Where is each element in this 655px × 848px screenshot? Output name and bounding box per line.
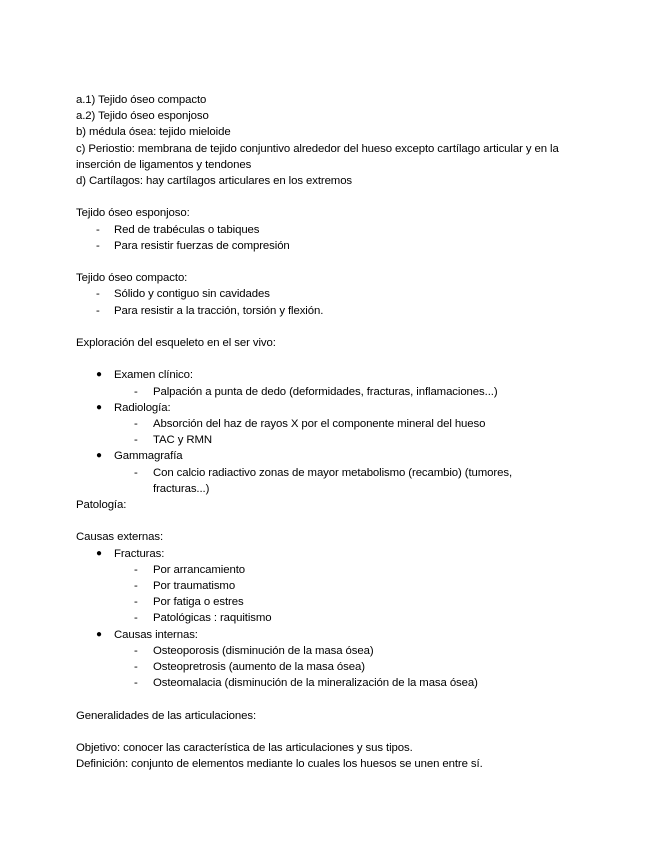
dash-marker: - — [134, 596, 138, 609]
definicion-line: Definición: conjunto de elementos mediante lo cuales los huesos se unen entre sí. — [76, 758, 483, 771]
intro-line-d: d) Cartílagos: hay cartílagos articulares en los extremos — [76, 175, 353, 188]
spacer — [76, 724, 586, 740]
list-item — [76, 238, 586, 254]
bullet-item-text: Radiología: — [114, 401, 171, 414]
bullet-item-text: Causas internas: — [114, 628, 198, 641]
intro-line-a2: a.2) Tejido óseo esponjoso — [76, 110, 209, 123]
bullet-item-text: Gammagrafía — [114, 450, 183, 463]
causas-heading: Causas externas: — [76, 531, 164, 544]
intro-line-c: c) Periostio: membrana de tejido conjuntivo alrededor del hueso excepto cartílago articular y en la inserción de ligamentos y tendones — [76, 142, 559, 171]
dash-marker: - — [134, 677, 138, 690]
intro-line-a1: a.1) Tejido óseo compacto — [76, 94, 207, 106]
list-item-text: Para resistir a la tracción, torsión y flexión. — [114, 304, 324, 317]
dash-marker: - — [134, 563, 138, 576]
intro-line-b: b) médula ósea: tejido mieloide — [76, 126, 231, 139]
bullet-icon: ● — [96, 369, 102, 381]
dash-marker: - — [96, 223, 100, 236]
list-item-text: Osteopretrosis (aumento de la masa ósea) — [153, 661, 365, 674]
spacer — [76, 319, 586, 335]
list-item — [76, 643, 586, 659]
bullet-item — [76, 627, 586, 643]
list-item — [76, 659, 586, 675]
list-item-text: Osteoporosis (disminución de la masa ósea) — [153, 644, 374, 657]
patologia-heading: Patología: — [76, 499, 127, 512]
list-item-text: Osteomalacia (disminución de la mineralización de la masa ósea) — [153, 677, 478, 690]
list-item — [76, 594, 586, 610]
document-body — [76, 92, 586, 772]
list-item-text: TAC y RMN — [153, 434, 213, 447]
list-item — [76, 286, 586, 302]
list-item-text: Con calcio radiactivo zonas de mayor metabolismo (recambio) (tumores, fracturas...) — [153, 466, 513, 495]
dash-marker: - — [134, 418, 138, 430]
list-item — [76, 578, 586, 594]
dash-marker: - — [96, 304, 100, 317]
list-item-text: Absorción del haz de rayos X por el componente mineral del hueso — [153, 418, 486, 430]
dash-marker: - — [134, 580, 138, 593]
esponjoso-heading: Tejido óseo esponjoso: — [76, 207, 190, 220]
spacer — [76, 351, 586, 367]
spacer — [76, 513, 586, 529]
dash-marker: - — [134, 466, 138, 479]
list-item — [76, 610, 586, 626]
spacer — [76, 691, 586, 707]
dash-marker: - — [134, 661, 138, 674]
dash-marker: - — [96, 288, 100, 301]
list-item-text: Para resistir fuerzas de compresión — [114, 239, 290, 252]
dash-marker: - — [134, 644, 138, 657]
bullet-icon: ● — [96, 547, 102, 559]
dash-marker: - — [134, 385, 138, 398]
list-item — [76, 432, 586, 448]
bullet-item — [76, 448, 586, 464]
list-item — [76, 384, 586, 400]
bullet-item-text: Examen clínico: — [114, 369, 193, 382]
articulaciones-heading: Generalidades de las articulaciones: — [76, 709, 257, 722]
bullet-item — [76, 367, 586, 383]
bullet-item-text: Fracturas: — [114, 547, 165, 560]
spacer — [76, 254, 586, 270]
list-item-text: Sólido y contiguo sin cavidades — [114, 288, 270, 301]
list-item — [76, 675, 586, 691]
dash-marker: - — [134, 612, 138, 625]
spacer — [76, 189, 586, 205]
bullet-icon: ● — [96, 401, 102, 413]
dash-marker: - — [96, 239, 100, 252]
compacto-heading: Tejido óseo compacto: — [76, 272, 188, 285]
list-item-text: Por arrancamiento — [153, 563, 246, 576]
list-item-text: Por fatiga o estres — [153, 596, 244, 609]
bullet-icon: ● — [96, 628, 102, 640]
list-item — [76, 465, 586, 497]
list-item-text: Patológicas : raquitismo — [153, 612, 272, 625]
bullet-icon: ● — [96, 450, 102, 462]
bullet-item — [76, 400, 586, 416]
dash-marker: - — [134, 434, 138, 447]
list-item — [76, 222, 586, 238]
list-item-text: Por traumatismo — [153, 580, 236, 593]
bullet-item — [76, 546, 586, 562]
objetivo-line: Objetivo: conocer las característica de las articulaciones y sus tipos. — [76, 742, 413, 755]
list-item — [76, 416, 586, 432]
list-item-text: Red de trabéculas o tabiques — [114, 223, 260, 236]
list-item — [76, 562, 586, 578]
list-item-text: Palpación a punta de dedo (deformidades, fracturas, inflamaciones...) — [153, 385, 498, 398]
exploracion-heading: Exploración del esqueleto en el ser vivo: — [76, 337, 276, 349]
list-item — [76, 303, 586, 319]
